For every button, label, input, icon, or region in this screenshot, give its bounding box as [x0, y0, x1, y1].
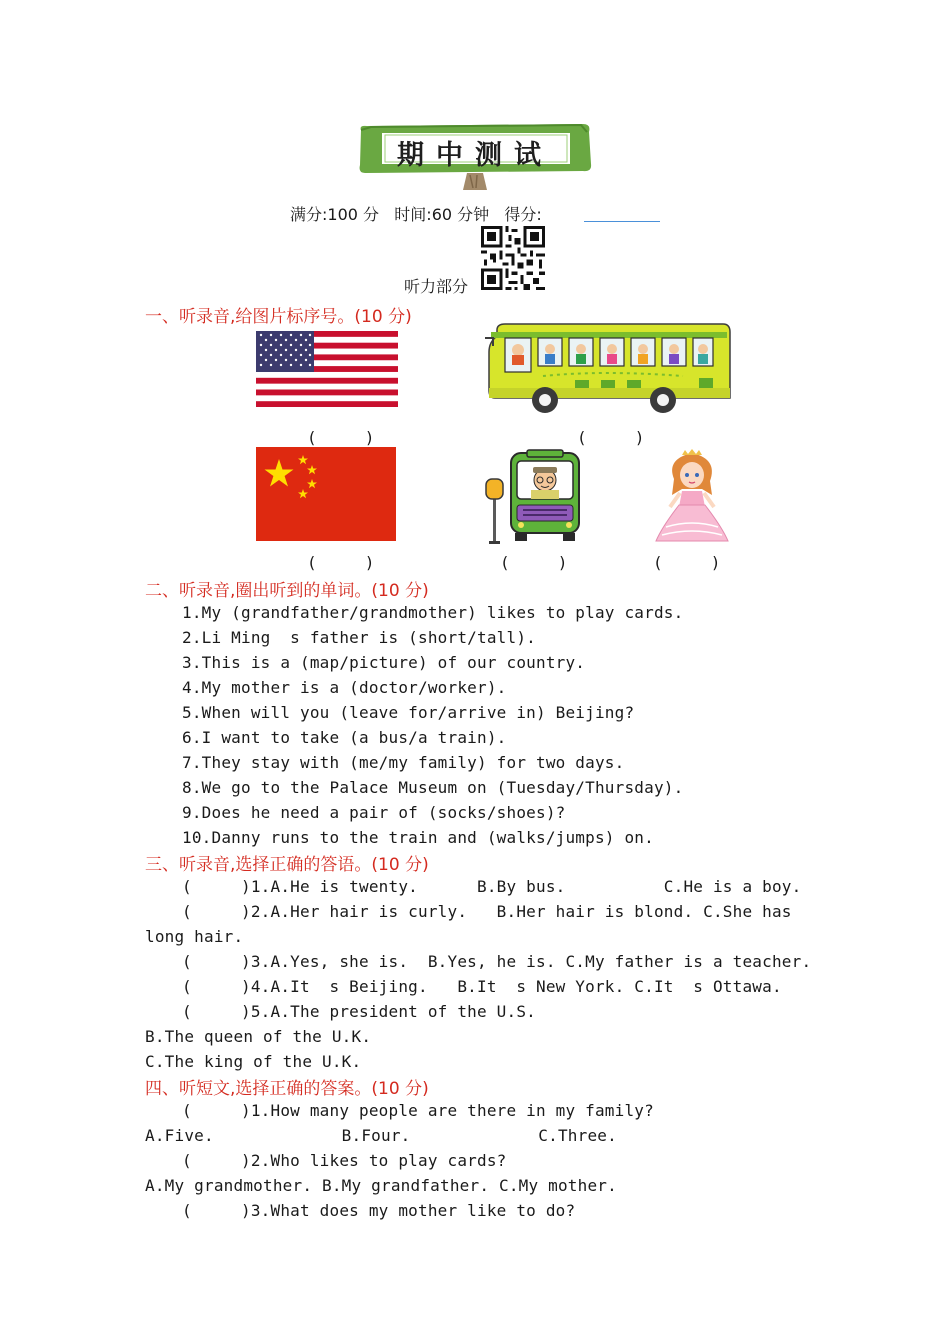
list-item: 7.They stay with (me/my family) for two days.	[182, 753, 625, 772]
princess-icon	[652, 449, 732, 545]
list-item: 4.My mother is a (doctor/worker).	[182, 678, 507, 697]
score-label: 得分:	[504, 205, 542, 224]
listening-heading: 听力部分	[404, 277, 469, 296]
china-flag-icon	[256, 447, 396, 541]
full-score: 满分:100 分	[290, 205, 380, 224]
answer-paren[interactable]: ( )	[307, 553, 375, 572]
page-title: 期中测试	[397, 140, 553, 171]
question-line: ( )3.What does my mother like to do?	[182, 1201, 576, 1220]
section1-heading: 一、听录音,给图片标序号。(10 分)	[145, 307, 412, 327]
answer-paren[interactable]: ( )	[577, 428, 645, 447]
section4-heading: 四、听短文,选择正确的答案。(10 分)	[145, 1079, 429, 1099]
list-item: 6.I want to take (a bus/a train).	[182, 728, 507, 747]
section3-heading: 三、听录音,选择正确的答语。(10 分)	[145, 855, 429, 875]
section2-heading: 二、听录音,圈出听到的单词。(10 分)	[145, 581, 429, 601]
answer-paren[interactable]: ( )	[307, 428, 375, 447]
usa-flag-icon	[256, 331, 398, 407]
question-line: ( )2.A.Her hair is curly. B.Her hair is blond. C.She has	[182, 902, 792, 921]
question-line: B.The queen of the U.K.	[145, 1027, 372, 1046]
question-line: ( )4.A.It s Beijing. B.It s New York. C.It s Ottawa.	[182, 977, 782, 996]
answer-paren[interactable]: ( )	[653, 553, 721, 572]
question-line: ( )5.A.The president of the U.S.	[182, 1002, 536, 1021]
list-item: 1.My (grandfather/grandmother) likes to play cards.	[182, 603, 684, 622]
list-item: 10.Danny runs to the train and (walks/jumps) on.	[182, 828, 654, 847]
school-bus-icon	[483, 322, 731, 414]
list-item: 3.This is a (map/picture) of our country.	[182, 653, 586, 672]
question-line: ( )1.A.He is twenty. B.By bus. C.He is a boy.	[182, 877, 802, 896]
question-line: ( )1.How many people are there in my family?	[182, 1101, 654, 1120]
question-line: ( )2.Who likes to play cards?	[182, 1151, 507, 1170]
question-line: A.Five. B.Four. C.Three.	[145, 1126, 617, 1145]
question-line: A.My grandmother. B.My grandfather. C.My mother.	[145, 1176, 617, 1195]
question-line: long hair.	[145, 927, 244, 946]
list-item: 2.Li Ming s father is (short/tall).	[182, 628, 536, 647]
answer-paren[interactable]: ( )	[500, 553, 568, 572]
score-blank[interactable]	[584, 221, 660, 222]
list-item: 5.When will you (leave for/arrive in) Beijing?	[182, 703, 635, 722]
city-bus-icon	[483, 449, 583, 545]
qr-code-icon[interactable]	[481, 226, 545, 290]
exam-time: 时间:60 分钟	[394, 205, 490, 224]
question-line: ( )3.A.Yes, she is. B.Yes, he is. C.My father is a teacher.	[182, 952, 812, 971]
list-item: 8.We go to the Palace Museum on (Tuesday/Thursday).	[182, 778, 684, 797]
question-line: C.The king of the U.K.	[145, 1052, 362, 1071]
exam-meta	[290, 202, 542, 225]
list-item: 9.Does he need a pair of (socks/shoes)?	[182, 803, 566, 822]
